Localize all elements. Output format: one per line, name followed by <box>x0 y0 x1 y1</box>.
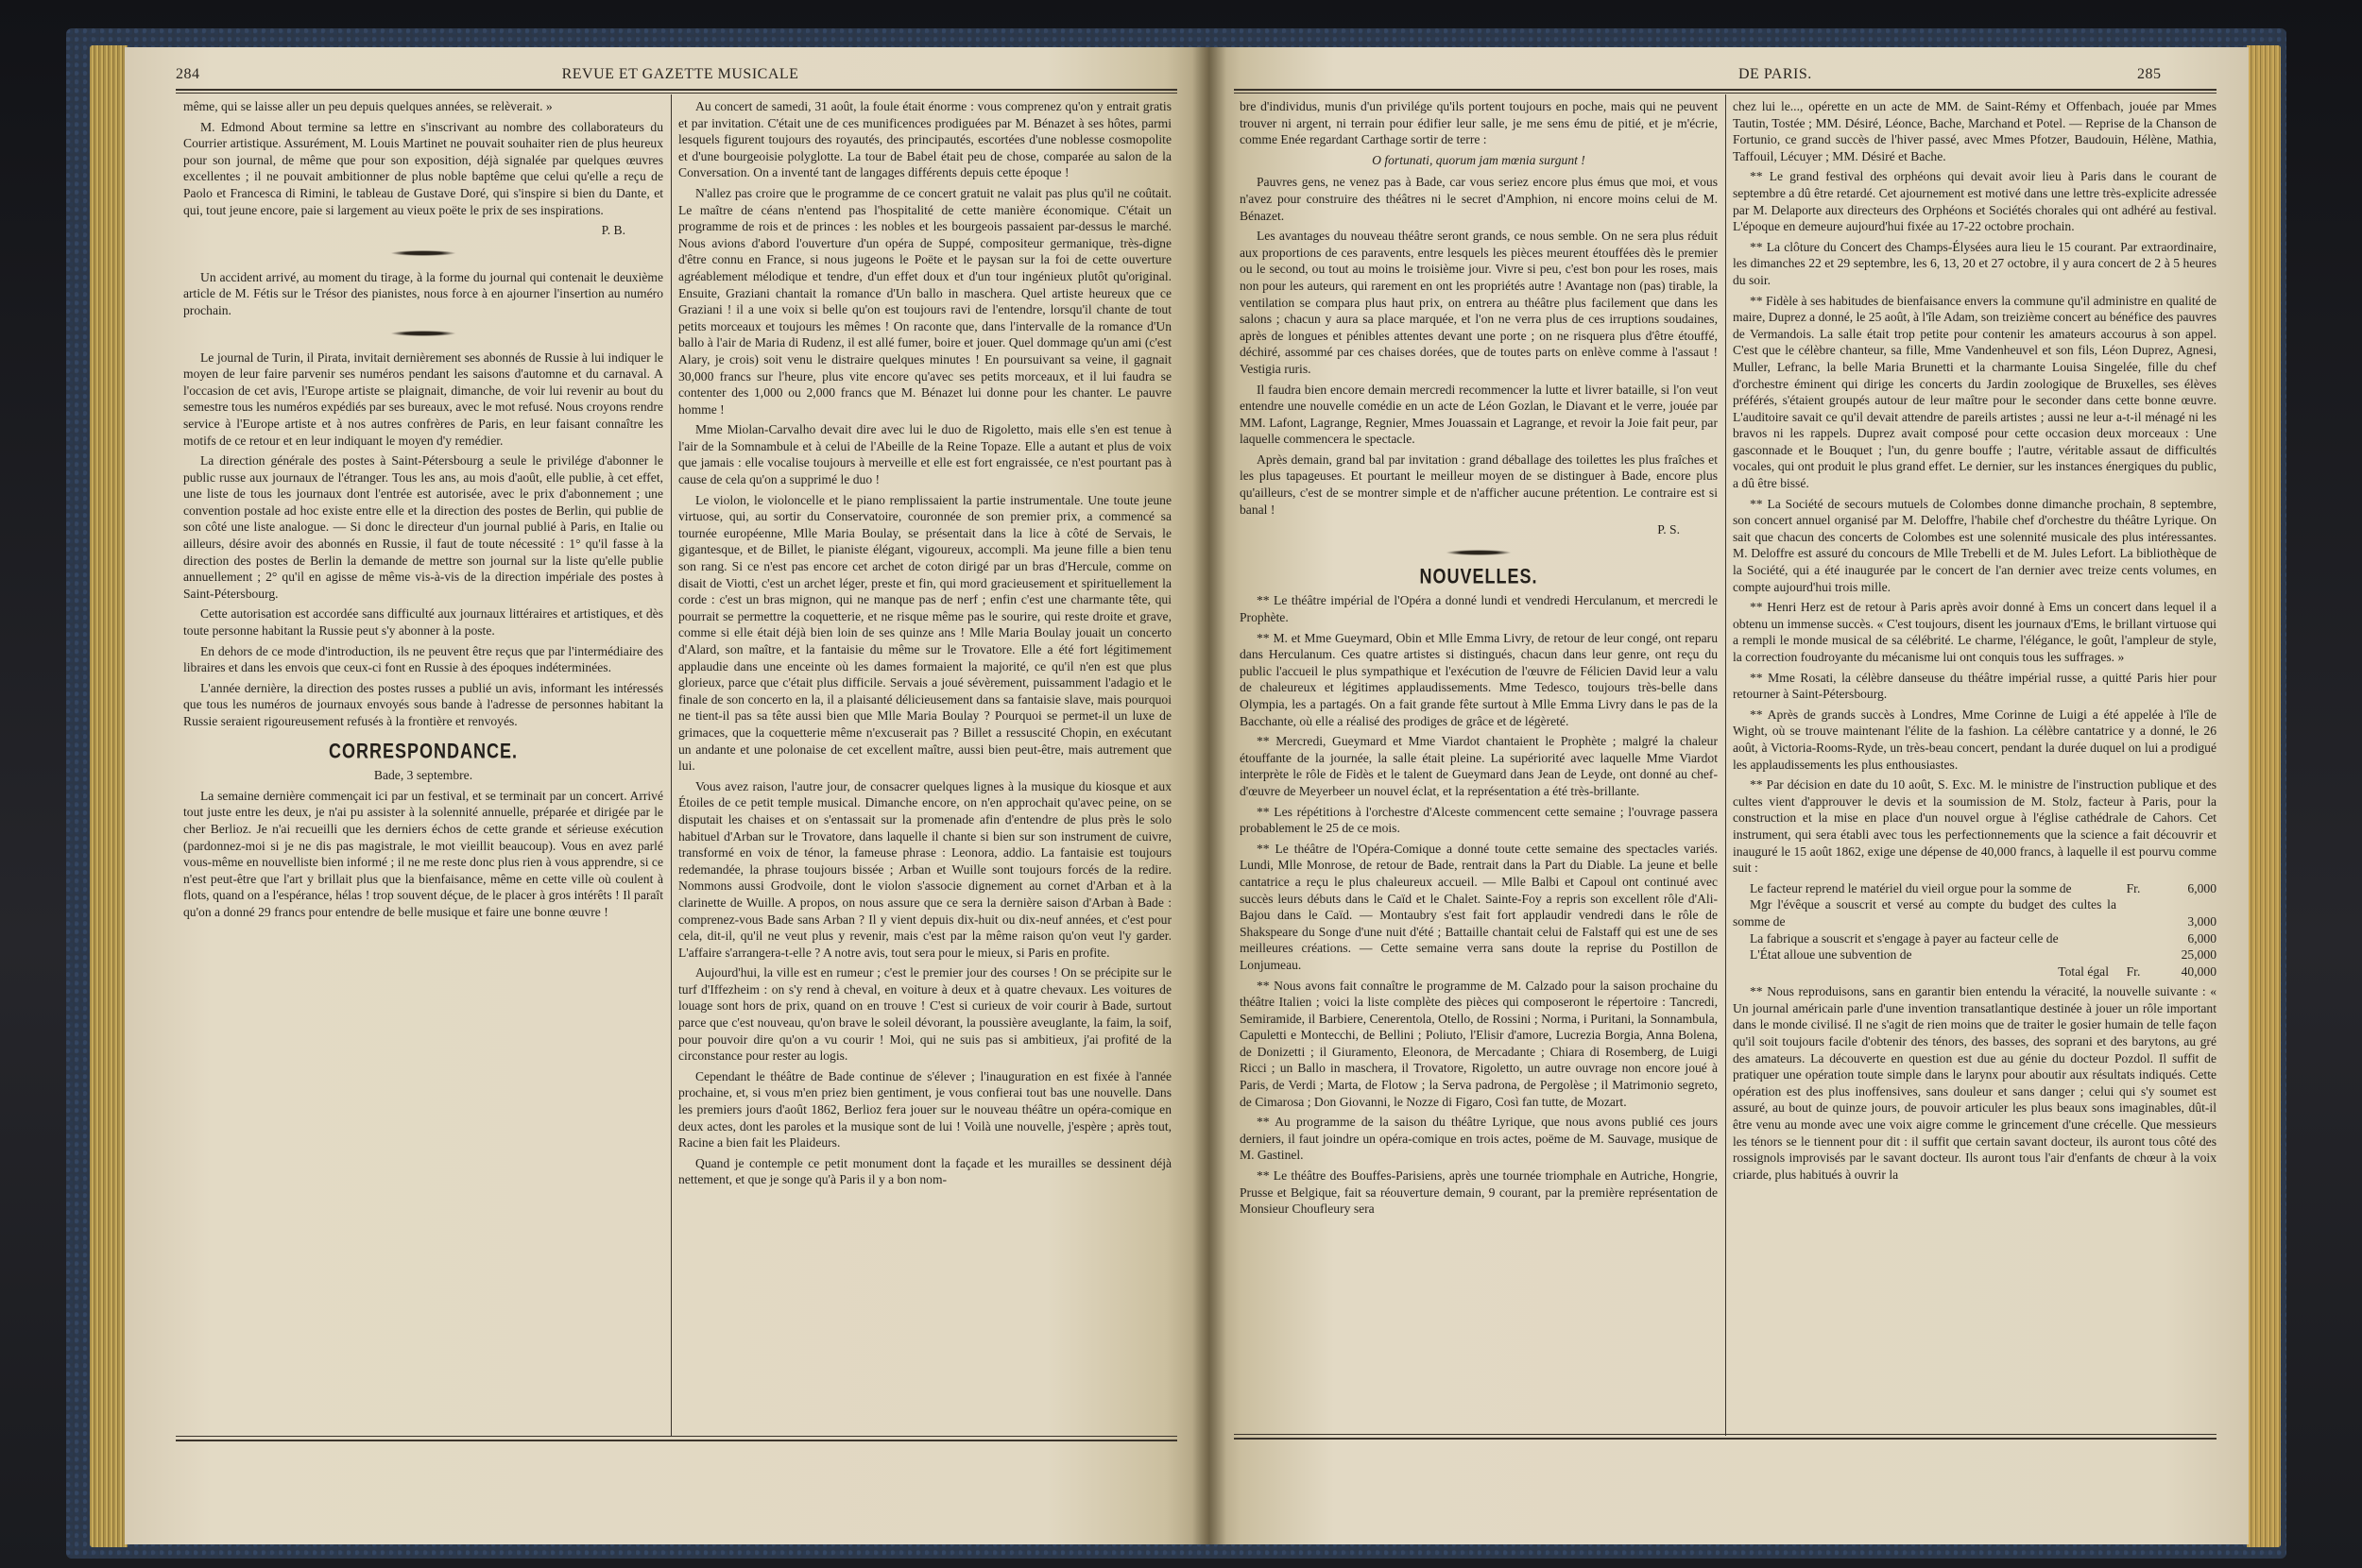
table-row <box>1733 896 2217 929</box>
table-cell-currency <box>2116 930 2150 947</box>
table-row <box>1733 930 2217 947</box>
right-column-1 <box>1240 98 1718 1430</box>
paragraph: En dehors de ce mode d'introduction, ils ne peuvent être reçus que par l'intermédiaire des libraires et dans les envois que ceux-ci font en Russie à des époques indéterminées. <box>183 643 663 675</box>
left-page-number: 284 <box>176 66 200 82</box>
paragraph: Les avantages du nouveau théâtre seront grands, ce nous semble. On ne sera plus réduit aux proportions de ces paravents, entre lesquels les pièces meurent étouffées dès le premier ou le second, ou tout au moins le troisième jour. Vivre si peu, c'est bon pour les roses, mais non pour les auteurs, qui rarement en ont les propriétés autre ! Avantage non (pas) tirable, la ventilation se compara plus haut prix, on entrera au théâtre plus facilement que dans les salons ; chacun y aura sa place marquée, et l'on ne verra plus de ces irruptions soudaines, après de longues et pénibles attentes devant une porte ; on ne risquera plus d'être étouffé, déchiré, assommé par ces chaises dorées, que de toutes parts on enlève comme à l'assaut ! Vestigia ruris. <box>1240 229 1718 376</box>
paragraph: Un accident arrivé, au moment du tirage, à la forme du journal qui contenait le deuxième article de M. Fétis sur le Trésor des pianistes, nous force à en ajourner l'insertion au numéro prochain. <box>183 269 663 317</box>
news-item: ** Le théâtre des Bouffes-Parisiens, après une tournée triomphale en Autriche, Hongrie, Prusse et Belgique, fait sa réouverture demain, 9 courant, par la première représentation de Monsieur Choufleury sera <box>1240 1168 1718 1217</box>
paragraph: Après demain, grand bal par invitation : grand déballage des toilettes les plus fraîches et les plus tapageuses. Et pourtant le meilleur moyen de se distinguer à Bade, encore plus qu'ailleurs, c'est de se montrer simple et de n'afficher aucune prétention. Le contraire est si banal ! <box>1240 452 1718 517</box>
news-item: ** Fidèle à ses habitudes de bienfaisance envers la commune qu'il administre en qualité de maire, Duprez a donné, le 25 août, à l'île Adam, son treizième concert au bénéfice des pauvres de Vermandois. La salle était trop petite pour contenir les amateurs accourus à son appel. C'est que le célèbre chanteur, sa fille, Mme Vandenheuvel et son fils, Léon Duprez, Agnesi, Muller, Lefranc, la belle Maria Brunetti et la charmante Louisa Singelée, fille du chef d'orchestre éminent qui dirige les concerts du Jardin zoologique de Bruxelles, ses élèves préférés, s'étaient groupés autour de leur maître pour le seconder dans cette bonne œuvre. L'auditoire savait ce qu'il devait attendre de pareils artistes ; aussi ne leur a-t-il ménagé ni les bravos ni les rappels. Duprez avait composé pour cette occasion deux morceaux : Une gasconnade et le Bouquet ; l'un, du genre bouffe ; l'autre, véritable assaut de difficultés vocales, qui ont produit le plus grand effet. Le dernier, sur les instances énergiques du public, a dû être bissé. <box>1733 293 2217 491</box>
left-column-2 <box>678 98 1172 1432</box>
table-cell-label: Le facteur reprend le matériel du vieil orgue pour la somme de <box>1750 880 2072 895</box>
paragraph: La semaine dernière commençait ici par un festival, et se terminait par un concert. Arrivé tout juste entre les deux, je n'ai pu assister à la solennité annuelle, préparée et dirigée par le cher Berlioz. Je n'ai recueilli que les derniers échos de cette grande et sérieuse exécution (pardonnez-moi si je ne dis pas magistrale, le mot vieillit beaucoup). Vous en avez parlé vous-même en nouvelliste bien informé ; il ne me reste donc plus rien à vous apprendre, si ce n'est peut-être que l'art y brillait plus que la bienfaisance, même en cette ville où coulent à flots, quand on a l'espérance, hélas ! trop souvent déçue, de le placer à gros intérêts ! Il paraît qu'on a donné 29 francs pour entendre de belle musique et faire une bonne œuvre ! <box>183 788 663 919</box>
table-cell-amount: 3,000 <box>2187 913 2217 929</box>
dateline: Bade, 3 septembre. <box>373 768 473 783</box>
signature: P. S. <box>1657 522 1680 537</box>
left-header-rule-thin <box>176 93 1177 94</box>
news-item: ** La clôture du Concert des Champs-Élysées aura lieu le 15 courant. Par extraordinaire, les dimanches 22 et 29 septembre, les 6, 13, 20 et 27 octobre, il y aura concert de 2 à 5 heures du soir. <box>1733 239 2217 287</box>
ornament-divider <box>390 250 456 256</box>
paragraph: chez lui le..., opérette en un acte de MM. de Saint-Rémy et Offenbach, jouée par Mmes Tautin, Tostée ; MM. Désiré, Léonce, Bache, Marchand et Potel. — Reprise de la Chanson de Fortunio, ce grand succès de l'hiver passé, avec Mmes Pfotzer, Baudouin, Hélène, Mathia, Taffouil, Lécuyer ; MM. Désiré et Bache. <box>1733 99 2217 163</box>
right-footer-rule <box>1234 1434 2217 1435</box>
table-row-total <box>1733 963 2217 980</box>
right-page-edges <box>2247 45 2281 1547</box>
news-item: ** Nous avons fait connaître le programme de M. Calzado pour la saison prochaine du théâtre Italien ; voici la liste complète des pièces qui composeront le répertoire : Tancredi, Semiramide, il Barbiere, Cenerentola, Otello, de Rossini ; Norma, i Puritani, la Sonnambula, Capuletti e Montecchi, de Bellini ; Poliuto, l'Elisir d'amore, Lucrezia Borgia, Anna Bolena, de Donizetti ; il Giuramento, Eleonora, de Mercadante ; Chiara di Rosemberg, de Luigi Ricci ; un Ballo in maschera, il Trovatore, Rigoletto, un autre ouvrage non encore joué à Paris, de Verdi ; Marta, de Flotow ; la Serva padrona, de Pergolèse ; il Matrimonio segreto, de Cimarosa ; Don Giovanni, le Nozze di Figaro, Così fan tutte, de Mozart. <box>1240 978 1718 1109</box>
table-cell-amount: 25,000 <box>2181 947 2217 963</box>
paragraph: M. Edmond About termine sa lettre en s'inscrivant au nombre des collaborateurs du Courrier artistique. Assurément, M. Louis Martinet ne pouvait souhaiter rien de plus heureux pour son journal, de même que pour son exposition, déjà signalée par quelques œuvres excellentes ; il ne pouvait ambitionner de plus noble baptême que celui qu'elle a reçu de Paolo et Francesca di Rimini, le tableau de Gustave Doré, qui s'inspire si bien du Dante, et qui, tout jeune encore, paie si largement au vieux poëte le prix de ses inspirations. <box>183 119 663 217</box>
paragraph: N'allez pas croire que le programme de ce concert gratuit ne valait pas plus qu'il ne coûtait. Le maître de céans n'entend pas l'hospitalité de cette manière économique. C'était un programme de rois et de princes : les nobles et les bourgeois passaient par-dessus le marché. Nous avions d'abord l'ouverture d'un opéra de Suppé, compositeur germanique, très-digne d'être connu en France, si nous jugeons le Poëte et le paysan sur la foi de cette ouverture agréablement mélodique et tendre, d'un effet doux et d'un tour ingénieux plutôt qu'original. Ensuite, Graziani chantait la romance d'Un ballo in maschera. Quel artiste heureux que ce Graziani ! il a une voix si belle qu'on est toujours ravi de l'entendre, lorsqu'il chante de tout petits morceaux et toujours les mêmes ! On raconte que, dans l'intervalle de la romance d'Un ballo à l'air de Maria di Rudenz, il est allé fumer, boire et jouer. Quel dommage qu'un ami (c'est Alary, je crois) soit venu le distraire quelques minutes ! En poursuivant sa veine, il gagnait 30,000 francs sur l'heure, plus vite encore qu'avec ses petits morceaux, et il lui faudra se contenter des 1,000 ou 2,000 francs que M. Bénazet lui donne pour les chanter. Le pauvre homme ! <box>678 185 1172 417</box>
news-item: ** Henri Herz est de retour à Paris après avoir donné à Ems un concert dans lequel il a obtenu un immense succès. « C'est toujours, disent les journaux d'Ems, le brillant virtuose qui a rempli le monde musical de sa célébrité. Le charme, l'élégance, le goût, l'ampleur de style, la correction foudroyante du mécanisme lui ont conquis tous les suffrages. » <box>1733 600 2217 664</box>
left-footer-rule <box>176 1436 1177 1437</box>
right-column-divider <box>1725 94 1726 1436</box>
table-cell-label: Mgr l'évêque a souscrit et versé au compte du budget des cultes la somme de <box>1733 897 2116 929</box>
section-heading: CORRESPONDANCE. <box>328 738 519 762</box>
news-item: ** Le théâtre impérial de l'Opéra a donné lundi et vendredi Herculanum, et mercredi le Prophète. <box>1240 593 1718 625</box>
news-item: ** Au programme de la saison du théâtre Lyrique, que nous avons publié ces jours derniers, il faut joindre un opéra-comique en trois actes, poëme de M. Sauvage, musique de M. Gastinel. <box>1240 1115 1718 1163</box>
news-item: ** Les répétitions à l'orchestre d'Alceste commencent cette semaine ; l'ouvrage passera probablement le 25 de ce mois. <box>1240 804 1718 836</box>
paragraph: L'année dernière, la direction des postes russes a publié un avis, informant les intéressés que tous les numéros de journaux envoyés sous bande à l'adresse de personnes habitant la Russie seraient rigoureusement refusés à la frontière et renvoyés. <box>183 680 663 728</box>
paragraph: Il faudra bien encore demain mercredi recommencer la lutte et livrer bataille, si l'on veut entendre une nouvelle comédie en un acte de Léon Gozlan, le Diavant et le verre, jouée par MM. Lafont, Lagrange, Regnier, Mmes Jouassain et Lagrange, et revoir la Joie fait peur, par laquelle commencera le spectacle. <box>1240 382 1718 447</box>
right-column-2 <box>1733 98 2217 1430</box>
paragraph: Quand je contemple ce petit monument dont la façade et les murailles se dessinent déjà nettement, et que je songe qu'à Paris il y a bon nom- <box>678 1155 1172 1187</box>
table-row <box>1733 946 2217 963</box>
table-cell-currency: Fr. <box>2126 963 2141 979</box>
left-footer-rule-thick <box>176 1440 1177 1441</box>
paragraph: La direction générale des postes à Saint-Pétersbourg a seule le privilége d'abonner le public russe aux journaux de l'étranger. Tous les ans, au mois d'août, elle publie, à cet effet, une liste de tous les journaux dont l'entrée est autorisée, avec le prix d'abonnement ; une convention postale ad hoc existe entre elle et la direction des postes de Berlin, qui publie de son côté une liste analogue. — Si donc le directeur d'un journal publié à Paris, en Italie ou ailleurs, désire avoir des abonnés en Russie, il faut de toute nécessité : 1° qu'il fasse à la direction des postes de Berlin la demande de mettre son journal sur la liste qu'elle publie annuellement ; 2° qu'il en agisse de même vis-à-vis de la direction impériale des postes à Saint-Pétersbourg. <box>183 453 663 601</box>
left-column-1 <box>183 98 663 1432</box>
table-cell-currency <box>2116 946 2150 963</box>
table-cell-amount: 6,000 <box>2187 930 2217 946</box>
paragraph: Au concert de samedi, 31 août, la foule était énorme : vous comprenez qu'on y entrait gratis et par invitation. C'était une de ces munificences prodiguées par M. Bénazet à ses hôtes, parmi lesquels figurent toujours des royautés, des principautés, escortées d'une noblesse cosmopolite et d'une bourgeoisie polyglotte. La tour de Babel était peu de chose, comparée au salon de la Conversation. On a inventé tant de langages différents depuis cette époque ! <box>678 99 1172 180</box>
budget-table <box>1733 880 2217 980</box>
paragraph: Cependant le théâtre de Bade continue de s'élever ; l'inauguration en est fixée à l'année prochaine, et, si vous m'en priez bien gentiment, je vous confierai tout bas une nouvelle. Dans les premiers jours d'août 1862, Berlioz fera jouer sur le nouveau théâtre un opéra-comique en deux actes, dont les paroles et la musique sont de lui ! Voilà une nouvelle, j'espère ; après tout, Racine a bien fait les Plaideurs. <box>678 1068 1172 1150</box>
paragraph: Mme Miolan-Carvalho devait dire avec lui le duo de Rigoletto, mais elle s'en est tenue à l'air de la Somnambule et à celui de l'Abeille de la Reine Topaze. Elle a autant et plus de voix que jamais : elle vocalise toujours à merveille et elle est fort engraissée, ce n'est pourtant pas à cause de cela qu'on a supprimé le duo ! <box>678 422 1172 487</box>
table-cell-currency <box>2116 896 2150 929</box>
table-row <box>1733 880 2217 897</box>
right-page-number: 285 <box>2137 66 2162 82</box>
left-header-rule <box>176 89 1177 91</box>
table-cell-amount: 40,000 <box>2181 963 2217 979</box>
paragraph: Cette autorisation est accordée sans difficulté aux journaux littéraires et artistiques, et dès toute personne habitant la Russie peut s'y abonner à la poste. <box>183 606 663 639</box>
right-header-rule-thin <box>1234 93 2217 94</box>
right-running-head: DE PARIS. <box>1738 66 1812 82</box>
paragraph: Le violon, le violoncelle et le piano remplissaient la partie instrumentale. Une toute jeune virtuose, qui, au sortir du Conservatoire, couronnée de son premier prix, a commencé sa tournée européenne, Mlle Maria Boulay, se présentait dans la lice à côté de Servais, le gigantesque, et de Billet, le pianiste élégant, vigoureux, accompli. Ma jeune fille a bien tenu son rang. Si ce n'est pas encore cet archet de coton dirigé par un bras d'Hercule, comme on disait de Viotti, c'est un archet léger, preste et fin, qui mord gracieusement et spirituellement la corde : c'est un bras mignon, qui ne manque pas de nerf ; enfin c'est une charmante tête, qui pourrait se permettre la coquetterie, et ne risque même pas le sourire, qui reste droite et grave, comme si elle était déjà bien loin de ses quinze ans ! Mlle Maria Boulay jouait un concerto d'Alard, son maître, et la fantaisie du même sur le Trovatore. Elle a été fort légitimement applaudie dans une enceinte où les dames formaient la majorité, ce qu'il n'en est que plus glorieux, parce que c'était plus difficile. Servais a joué sévèrement, puissamment l'adagio et le finale de son concerto en la, il a plaisanté délicieusement dans sa fantaisie slave, mais pourquoi ne tient-il pas sa tête aussi bien que Mlle Maria Boulay ? Pourquoi se permet-il un luxe de grimaces, que la coquetterie même n'excuserait pas ? Billet a ressuscité Chopin, en exécutant un andante et une polonaise de cet excellent maître, aussi bien peut-être, mais autrement que lui. <box>678 492 1172 774</box>
paragraph: Pauvres gens, ne venez pas à Bade, car vous seriez encore plus émus que moi, et vous n'avez pour construire des théâtres ni le secret d'Amphion, ni encore moins celui de M. Bénazet. <box>1240 175 1718 223</box>
paragraph: même, qui se laisse aller un peu depuis quelques années, se relèverait. » <box>183 99 553 113</box>
section-heading: NOUVELLES. <box>1419 564 1538 588</box>
news-item: ** Le théâtre de l'Opéra-Comique a donné toute cette semaine des spectacles variés. Lundi, Mlle Monrose, de retour de Bade, rentrait dans la Part du Diable. La jeune et belle cantatrice a reçu le plus chaleureux accueil. — Mlle Balbi et Capoul ont continué avec succès leurs débuts dans le Caïd et le Chalet. Sainte-Foy a repris son excellent rôle d'Ali-Bajou dans le Caïd. — Montaubry s'est fait fort applaudir vendredi dans le rôle de Shakspeare du Songe d'une nuit d'été ; Battaille chantait celui de Falstaff qui est une de ses meilleures créations. — Cette semaine verra sans doute la reprise du Postillon de Lonjumeau. <box>1240 841 1718 972</box>
ornament-divider <box>390 331 456 336</box>
ornament-divider <box>1446 550 1512 555</box>
paragraph: Vous avez raison, l'autre jour, de consacrer quelques lignes à la musique du kiosque et aux Étoiles de ce petit temple musical. Dimanche encore, on n'en approchait qu'avec peine, on se disputait les chaises et on s'entassait sur la promenade afin d'entendre de plus près le solo habituel d'Arban sur le Trovatore, dans laquelle il chante si bien sur son instrument de cuivre, transformé en voix de ténor, la fameuse phrase : Leonora, addio. La fantaisie est toujours redemandée, la phrase toujours bissée ; Arban et Wuille sont toujours forcés de la redire. Nommons aussi Grodvoile, dont le violon s'associe dignement au cornet d'Arban et à la clarinette de Wuille. A propos, on nous assure que ce sera la dernière saison d'Arban à Bade : comprenez-vous Bade sans Arban ? Il y vient depuis dix-huit ou dix-neuf années, et c'est pour cela, dit-il, qu'il ne veut plus y revenir, mais c'est par la même raison qu'on veut l'y garder. L'affaire s'arrangera-t-elle ? A notre avis, tout sera pour le mieux, si Paris en profite. <box>678 778 1172 960</box>
left-column-divider <box>671 94 672 1436</box>
paragraph: Le journal de Turin, il Pirata, invitait dernièrement ses abonnés de Russie à lui indiquer le moyen de leur faire parvenir ses numéros pendant les saisons d'automne et du carnaval. A l'occasion de cet avis, l'Europe artiste se plaignait, dimanche, de voir lui revenir au bout du semestre tous les numéros expédiés par ses bureaux, avec le mot refusé. Nous croyons rendre service à l'Europe artiste et à nos autres confrères de Paris, en leur faisant connaître les motifs de ce retour et en leur indiquant le moyen d'y remédier. <box>183 349 663 448</box>
table-cell-currency: Fr. <box>2126 880 2141 895</box>
table-cell-label: La fabrique a souscrit et s'engage à payer au facteur celle de <box>1750 930 2059 946</box>
table-cell-label: L'État alloue une subvention de <box>1750 947 1912 963</box>
right-header-rule <box>1234 89 2217 91</box>
signature: P. B. <box>601 223 625 238</box>
left-page-edges <box>90 45 128 1547</box>
right-footer-rule-thick <box>1234 1438 2217 1440</box>
left-running-head: REVUE ET GAZETTE MUSICALE <box>561 66 799 82</box>
news-item: ** Par décision en date du 10 août, S. Exc. M. le ministre de l'instruction publique et des cultes vient d'approuver le devis et la soumission de M. Stolz, facteur à Paris, pour la construction et la mise en place d'un nouvel orgue à l'église cathédrale de Cahors. Cet instrument, qui sera établi avec tous les perfectionnements que la science a fait découvrir et inauguré le 15 août 1862, exige une dépense de 40,000 francs, à laquelle il est pourvu comme suit : <box>1733 777 2217 876</box>
news-item: ** Mme Rosati, la célèbre danseuse du théâtre impérial russe, a quitté Paris hier pour retourner à Saint-Pétersbourg. <box>1733 670 2217 702</box>
table-cell-amount: 6,000 <box>2187 880 2217 895</box>
table-cell-label: Total égal <box>2058 963 2109 979</box>
news-item: ** La Société de secours mutuels de Colombes donne dimanche prochain, 8 septembre, son concert annuel organisé par M. Deloffre, l'habile chef d'orchestre du théâtre Lyrique. On sait que chacun des concerts de Colombes est une solennité musicale des plus intéressantes. M. Deloffre est assuré du concours de Mlle Trebelli et de M. Jules Lefort. La bibliothèque de la Société, qui a été inaugurée par le concert de l'an dernier avec treize cents volumes, en compte aujourd'hui trois mille. <box>1733 496 2217 594</box>
latin-verse: O fortunati, quorum jam mœnia surgunt ! <box>1372 152 1585 167</box>
news-item: ** Après de grands succès à Londres, Mme Corinne de Luigi a été appelée à l'île de Wight, où se trouve maintenant l'élite de la fashion. La célèbre cantatrice y a donné, le 26 août, à Victoria-Rooms-Ryde, un très-beau concert, pendant la durée duquel on lui a prodigué les applaudissements les plus enthousiastes. <box>1733 707 2217 772</box>
news-item: ** Nous reproduisons, sans en garantir bien entendu la véracité, la nouvelle suivante : « Un journal américain parle d'une invention transatlantique destinée à jouer un rôle important dans le monde civilisé. Il ne s'agit de rien moins que de traiter le gosier humain de telle façon qu'il soit toujours facile d'obtenir des ténors, des basses, des soprani et des barytons, au gré des amateurs. La découverte en question est due au génie du docteur Pozdol. Il suffit de pratiquer une opération toute simple dans le larynx pour aboutir aux résultats indiqués. Cette opération est des plus inoffensives, sans douleur et sans danger ; celui qui s'y soumet est assuré, au bout de quinze jours, de pouvoir articuler les plus beaux sons imaginables, dût-il être venu au monde avec une voix aigre comme le grincement d'une crécelle. Que messieurs les ténors se le tiennent pour dit : il suffit que certain savant docteur, ils auront tous côté des rossignols improvisés par le savant docteur. Ils auront tous l'air d'enfants de chœur à la voix criarde, plus habitués à ouvrir la <box>1733 984 2217 1182</box>
paragraph: bre d'individus, munis d'un privilége qu'ils portent toujours en poche, mais qui ne peuvent trouver ni argent, ni terrain pour édifier leur salle, je me sens ému de pitié, et je m'écrie, comme Enée regardant Carthage sortir de terre : <box>1240 99 1718 147</box>
news-item: ** M. et Mme Gueymard, Obin et Mlle Emma Livry, de retour de leur congé, ont reparu dans Herculanum. Ces quatre artistes si distingués, chacun dans leur genre, ont reçu du public l'accueil le plus sympathique et l'exécution de l'œuvre de Félicien David leur a valu de chaleureux et légitimes applaudissements. Mme Tedesco, toujours très-belle dans Olympia, les a partagés. On a fait grande fête surtout à Mlle Emma Livry dans le pas de la Bacchante, où elle a réalisé des prodiges de grâce et de légèreté. <box>1240 630 1718 728</box>
news-item: ** Le grand festival des orphéons qui devait avoir lieu à Paris dans le courant de septembre a dû être retardé. Cet ajournement est motivé dans une lettre très-explicite adressée par M. Delaporte aux directeurs des Orphéons et Sociétés chorales qui ont adhéré au festival. L'époque en demeure aujourd'hui fixée au 17-22 octobre prochain. <box>1733 169 2217 234</box>
book-gutter <box>1192 47 1226 1544</box>
news-item: ** Mercredi, Gueymard et Mme Viardot chantaient le Prophète ; malgré la chaleur étouffante de la journée, la salle était pleine. La supériorité avec laquelle Mme Viardot interprète le rôle de Fidès et le talent de Gueymard dans Jean de Leyde, ont donné au chef-d'œuvre de Meyerbeer un nouvel éclat, et la représentation a été très-brillante. <box>1240 734 1718 798</box>
paragraph: Aujourd'hui, la ville est en rumeur ; c'est le premier jour des courses ! On se précipite sur le turf d'Iffezheim : on s'y rend à cheval, en voiture à deux et à quatre chevaux. Les voitures de louage sont hors de prix, quand on en trouve ! C'est si curieux de voir courir à Bade, surtout parce que c'est nouveau, qu'on brave le soleil dévorant, la poussière aveuglante, la faim, la soif, pour pouvoir dire qu'on a vu courir ! Moi, qui ne suis pas si ambitieux, j'ai profité de la circonstance pour rester au logis. <box>678 965 1172 1064</box>
